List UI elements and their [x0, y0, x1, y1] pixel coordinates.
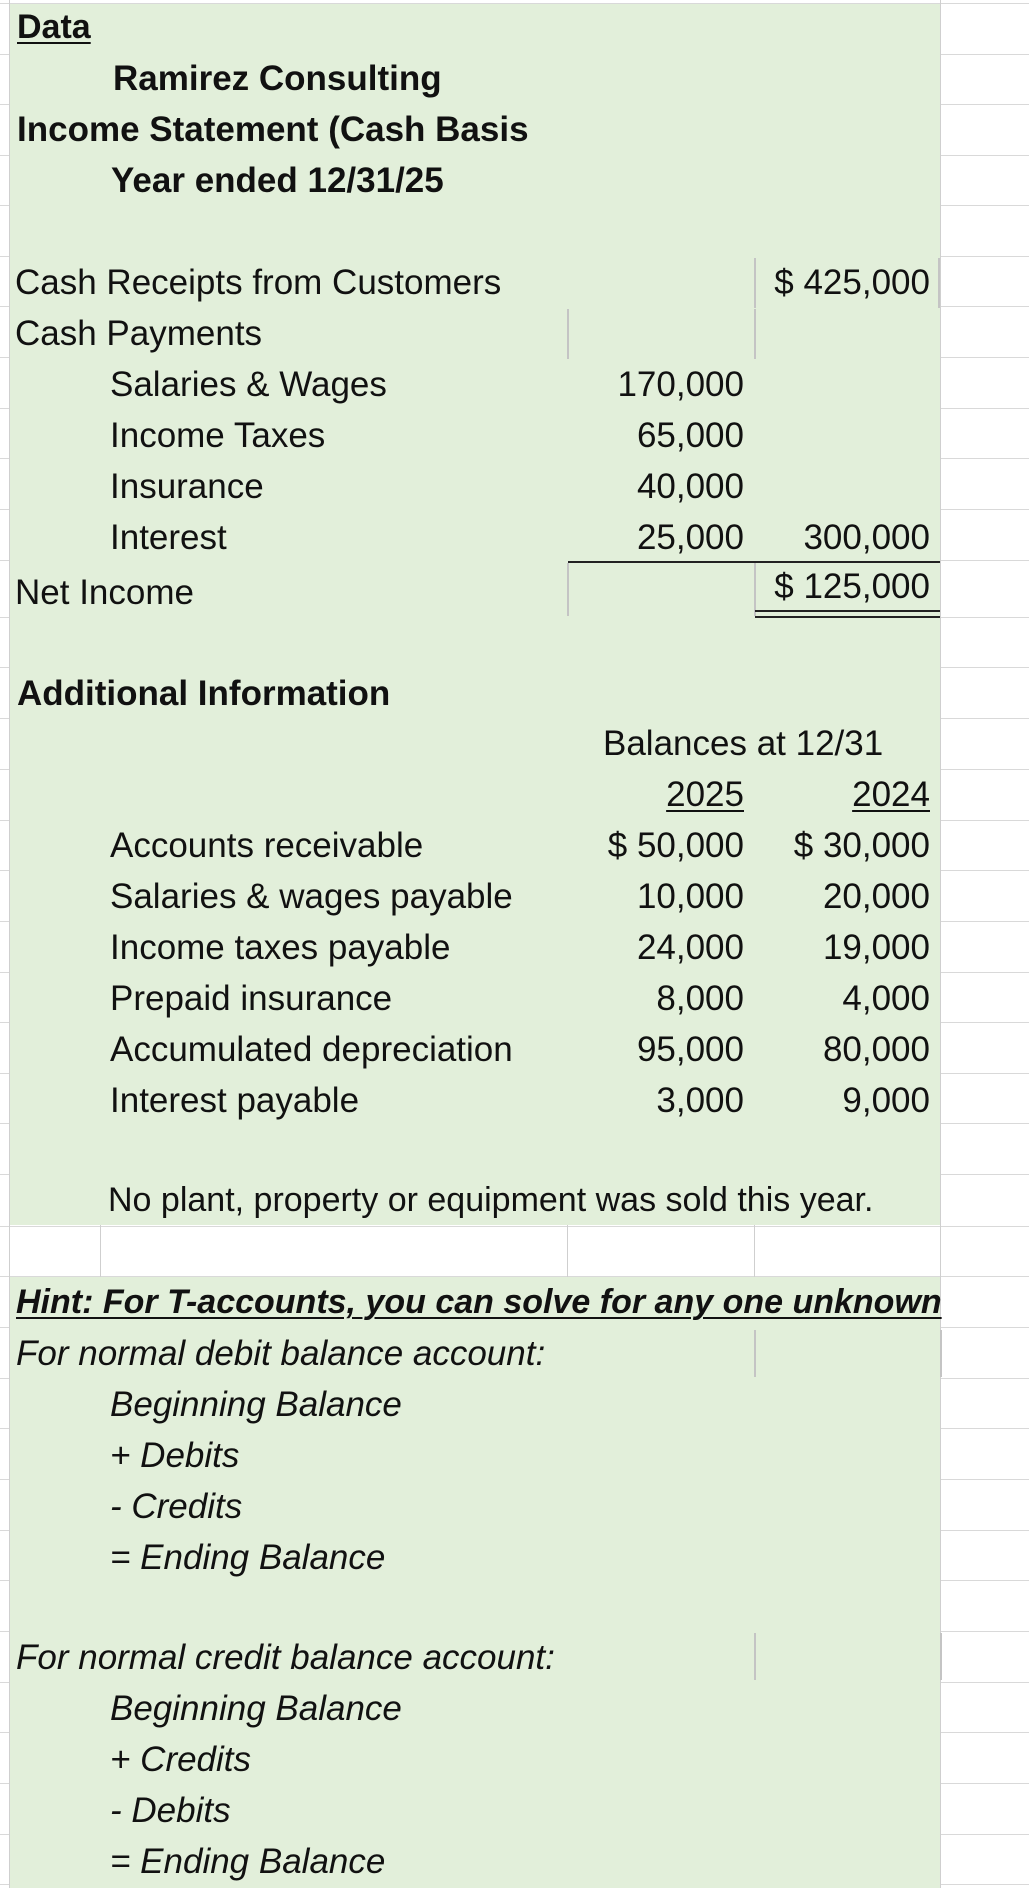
credit-heading-cell-border-right	[940, 1633, 942, 1680]
debit-step: + Debits	[110, 1436, 240, 1475]
balance-2025: 24,000	[636, 928, 744, 967]
balance-2025: 10,000	[636, 877, 744, 916]
net-income-value: $ 125,000	[774, 567, 930, 606]
credit-heading-cell-border	[754, 1633, 756, 1680]
hint-title: Hint: For T-accounts, you can solve for any one unknown	[16, 1283, 942, 1321]
debit-heading-cell-border-right	[940, 1330, 942, 1377]
credit-step: + Credits	[110, 1740, 252, 1779]
cash-payments-label: Cash Payments	[15, 314, 263, 353]
balance-2025: $ 50,000	[607, 826, 744, 865]
payments-total: 300,000	[803, 518, 930, 557]
balance-2025: 95,000	[636, 1030, 744, 1069]
debit-heading-cell-border	[754, 1330, 756, 1377]
credit-step: = Ending Balance	[110, 1842, 386, 1881]
payment-amount: 40,000	[636, 467, 744, 506]
payment-label: Income Taxes	[110, 416, 326, 455]
balance-2025: 8,000	[656, 979, 744, 1018]
payment-label: Insurance	[110, 467, 264, 506]
balance-2024: $ 30,000	[793, 826, 930, 865]
payment-amount: 25,000	[636, 518, 744, 557]
receipts-cell-border-right	[938, 258, 940, 308]
statement-period: Year ended 12/31/25	[111, 161, 444, 200]
data-label: Data	[17, 8, 91, 46]
payment-label: Salaries & Wages	[110, 365, 387, 404]
balance-row-label: Accumulated depreciation	[110, 1030, 513, 1069]
debit-step: = Ending Balance	[110, 1538, 386, 1577]
payment-amount: 170,000	[617, 365, 744, 404]
statement-title: Income Statement (Cash Basis	[17, 110, 529, 149]
credit-heading: For normal credit balance account:	[16, 1638, 555, 1677]
net-income-double-underline-top	[755, 610, 940, 612]
payments-cell-border-a	[567, 309, 569, 359]
debit-heading: For normal debit balance account:	[16, 1334, 546, 1373]
cash-receipts-label: Cash Receipts from Customers	[15, 263, 502, 302]
balance-2024: 80,000	[822, 1030, 930, 1069]
column-year-2025: 2025	[666, 775, 744, 814]
additional-info-heading: Additional Information	[17, 674, 391, 713]
ppe-note: No plant, property or equipment was sold this year.	[108, 1181, 874, 1219]
balance-row-label: Accounts receivable	[110, 826, 424, 865]
credit-step: - Debits	[110, 1791, 231, 1830]
payments-cell-border-b	[754, 309, 756, 359]
debit-step: - Credits	[110, 1487, 243, 1526]
balance-row-label: Income taxes payable	[110, 928, 451, 967]
balance-row-label: Salaries & wages payable	[110, 877, 513, 916]
debit-step: Beginning Balance	[110, 1385, 402, 1424]
balance-2024: 20,000	[822, 877, 930, 916]
balances-heading: Balances at 12/31	[603, 724, 884, 763]
net-income-double-underline-bottom	[755, 616, 940, 618]
credit-step: Beginning Balance	[110, 1689, 402, 1728]
company-name: Ramirez Consulting	[113, 59, 442, 98]
column-year-2024: 2024	[852, 775, 930, 814]
payment-label: Interest	[110, 518, 227, 557]
net-income-label: Net Income	[15, 573, 194, 612]
payment-amount: 65,000	[636, 416, 744, 455]
net-income-cell-border-a	[567, 563, 569, 616]
cash-receipts-value: $ 425,000	[774, 263, 930, 302]
balance-2025: 3,000	[656, 1081, 744, 1120]
balance-2024: 19,000	[822, 928, 930, 967]
balance-2024: 9,000	[842, 1081, 930, 1120]
balance-2024: 4,000	[842, 979, 930, 1018]
balance-row-label: Interest payable	[110, 1081, 360, 1120]
balance-row-label: Prepaid insurance	[110, 979, 393, 1018]
